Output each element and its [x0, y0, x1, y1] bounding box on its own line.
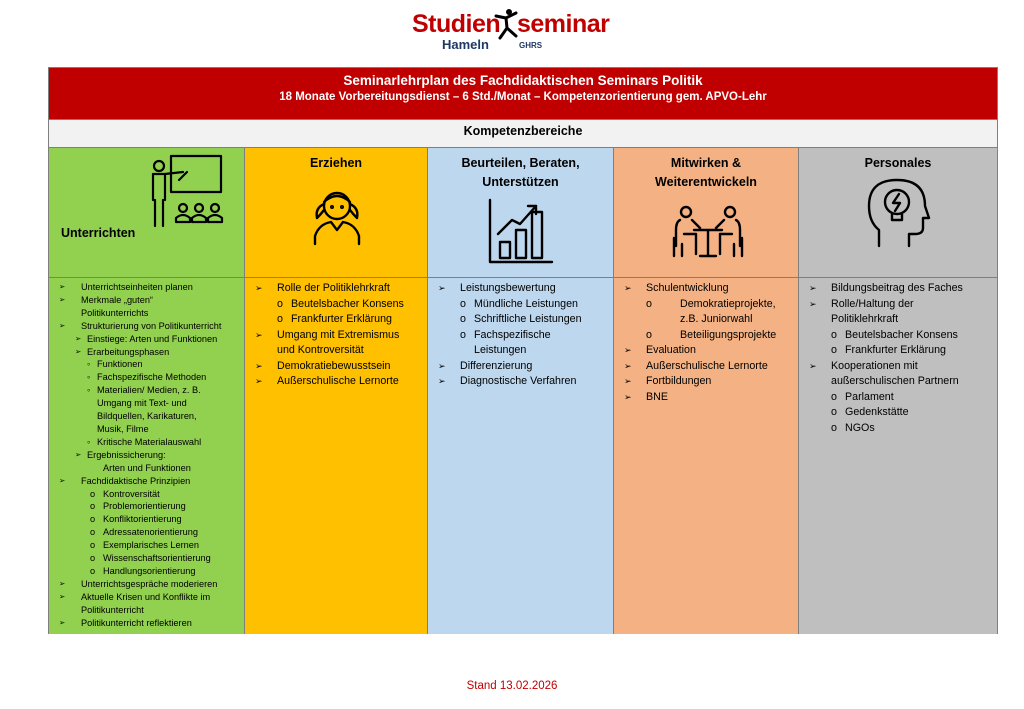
list-item: ➢ Außerschulische Lernorte — [253, 374, 423, 390]
column-header — [245, 148, 427, 278]
column-header — [799, 148, 997, 278]
curriculum-table — [48, 67, 998, 634]
topic-list — [807, 281, 993, 436]
list-item: o Exemplarisches Lernen — [57, 539, 240, 552]
jumping-figure-icon — [492, 8, 522, 42]
list-item: Leistungen — [474, 344, 527, 356]
page-title: Seminarlehrplan des Fachdidaktischen Seminars Politik — [343, 73, 703, 88]
growth-chart-icon — [486, 196, 556, 266]
topic-list — [622, 281, 794, 405]
list-item: ➢ Differenzierung — [436, 359, 609, 375]
list-item: ➢ Fortbildungen — [622, 374, 794, 390]
list-item: ➢ Außerschulische Lernorte — [622, 359, 794, 375]
column-personales — [799, 148, 997, 634]
column-unterrichten — [49, 148, 245, 634]
list-item: ◦ Materialien/ Medien, z. B. — [57, 384, 240, 397]
list-item: ➢ Politikunterricht reflektieren — [57, 617, 240, 630]
list-item: o Beutelsbacher Konsens — [253, 297, 423, 313]
list-item: o Beteiligungsprojekte — [622, 328, 794, 344]
list-item: ➢ Umgang mit Extremismus — [253, 328, 423, 344]
logo-word-seminar: seminar — [517, 10, 610, 38]
list-item: ➢ Merkmale „guten“ — [57, 294, 240, 307]
column-title: Personales — [864, 156, 932, 170]
stand-date: Stand 13.02.2026 — [466, 680, 558, 692]
logo-city: Hameln — [442, 37, 489, 52]
head-lightbulb-icon — [865, 176, 931, 250]
column-title: Erziehen — [309, 156, 363, 170]
column-title: Unterrichten — [61, 226, 136, 240]
list-item: ➢ Schulentwicklung — [622, 281, 794, 297]
list-item: ➢ Diagnostische Verfahren — [436, 374, 609, 390]
list-item: ◦ Funktionen — [57, 358, 240, 371]
list-item: o Schriftliche Leistungen — [436, 312, 609, 328]
list-item: o Demokratieprojekte, — [622, 297, 794, 313]
list-item: Politikunterrichts — [81, 307, 149, 318]
list-item: Politikunterricht — [81, 604, 144, 615]
topic-list — [253, 281, 423, 390]
list-item: Bildquellen, Karikaturen, — [97, 411, 197, 422]
list-item: o Adressatenorientierung — [57, 526, 240, 539]
list-item: ➢ Unterrichtsgespräche moderieren — [57, 578, 240, 591]
column-erziehen — [245, 148, 428, 634]
list-item: ➢ Unterrichtseinheiten planen — [57, 281, 240, 294]
logo — [412, 8, 612, 56]
list-item: und Kontroversität — [277, 344, 364, 356]
list-item: o Wissenschaftsorientierung — [57, 552, 240, 565]
teacher-board-icon — [145, 152, 229, 228]
list-item: o Mündliche Leistungen — [436, 297, 609, 313]
list-item: ➢ Fachdidaktische Prinzipien — [57, 475, 240, 488]
list-item: o Beutelsbacher Konsens — [807, 328, 993, 344]
logo-school: GHRS — [519, 41, 543, 50]
section-title: Kompetenzbereiche — [49, 120, 997, 148]
topic-list — [57, 281, 240, 629]
list-item: o Konfliktorientierung — [57, 513, 240, 526]
list-item: ➢ Einstiege: Arten und Funktionen — [57, 333, 240, 346]
list-item: o Frankfurter Erklärung — [807, 343, 993, 359]
column-header — [49, 148, 244, 278]
table-header — [49, 68, 997, 120]
column-title-line1: Beurteilen, Beraten, — [461, 156, 580, 170]
list-item: z.B. Juniorwahl — [680, 313, 753, 325]
column-header — [428, 148, 613, 278]
list-item: ➢ Erarbeitungsphasen — [57, 346, 240, 359]
list-item: Arten und Funktionen — [103, 462, 191, 473]
list-item: o Fachspezifische — [436, 328, 609, 344]
list-item: ➢ Evaluation — [622, 343, 794, 359]
column-title-line2: Unterstützen — [482, 175, 559, 189]
column-title-line2: Weiterentwickeln — [655, 175, 757, 189]
list-item: ➢ Strukturierung von Politikunterricht — [57, 320, 240, 333]
list-item: o Parlament — [807, 390, 993, 406]
list-item: o NGOs — [807, 421, 993, 437]
column-header — [614, 148, 798, 278]
list-item: ➢ Rolle/Haltung der — [807, 297, 993, 313]
topic-list — [436, 281, 609, 390]
list-item: außerschulischen Partnern — [831, 375, 959, 387]
list-item: ➢ Ergebnissicherung: — [57, 449, 240, 462]
column-mitwirken — [614, 148, 799, 634]
page-subtitle: 18 Monate Vorbereitungsdienst – 6 Std./Monat – Kompetenzorientierung gem. APVO-Lehr — [279, 91, 767, 103]
list-item: ➢ Leistungsbewertung — [436, 281, 609, 297]
column-title-line1: Mitwirken & — [670, 156, 742, 170]
list-item: o Problemorientierung — [57, 500, 240, 513]
list-item: ◦ Fachspezifische Methoden — [57, 371, 240, 384]
list-item: ➢ Kooperationen mit — [807, 359, 993, 375]
logo-word-studien: Studien — [412, 10, 501, 38]
list-item: Politiklehrkraft — [831, 313, 899, 325]
list-item: ➢ Rolle der Politiklehrkraft — [253, 281, 423, 297]
list-item: o Frankfurter Erklärung — [253, 312, 423, 328]
list-item: o Kontroversität — [57, 488, 240, 501]
list-item: ➢ Aktuelle Krisen und Konflikte im — [57, 591, 240, 604]
list-item: ◦ Kritische Materialauswahl — [57, 436, 240, 449]
list-item: o Gedenkstätte — [807, 405, 993, 421]
student-girl-icon — [309, 182, 365, 246]
list-item: ➢ Bildungsbeitrag des Faches — [807, 281, 993, 297]
list-item: o Handlungsorientierung — [57, 565, 240, 578]
list-item: ➢ Demokratiebewusstsein — [253, 359, 423, 375]
list-item: ➢ BNE — [622, 390, 794, 406]
meeting-table-icon — [672, 204, 744, 260]
list-item: Musik, Filme — [97, 423, 149, 434]
list-item: Umgang mit Text- und — [97, 398, 187, 409]
column-beurteilen — [428, 148, 614, 634]
